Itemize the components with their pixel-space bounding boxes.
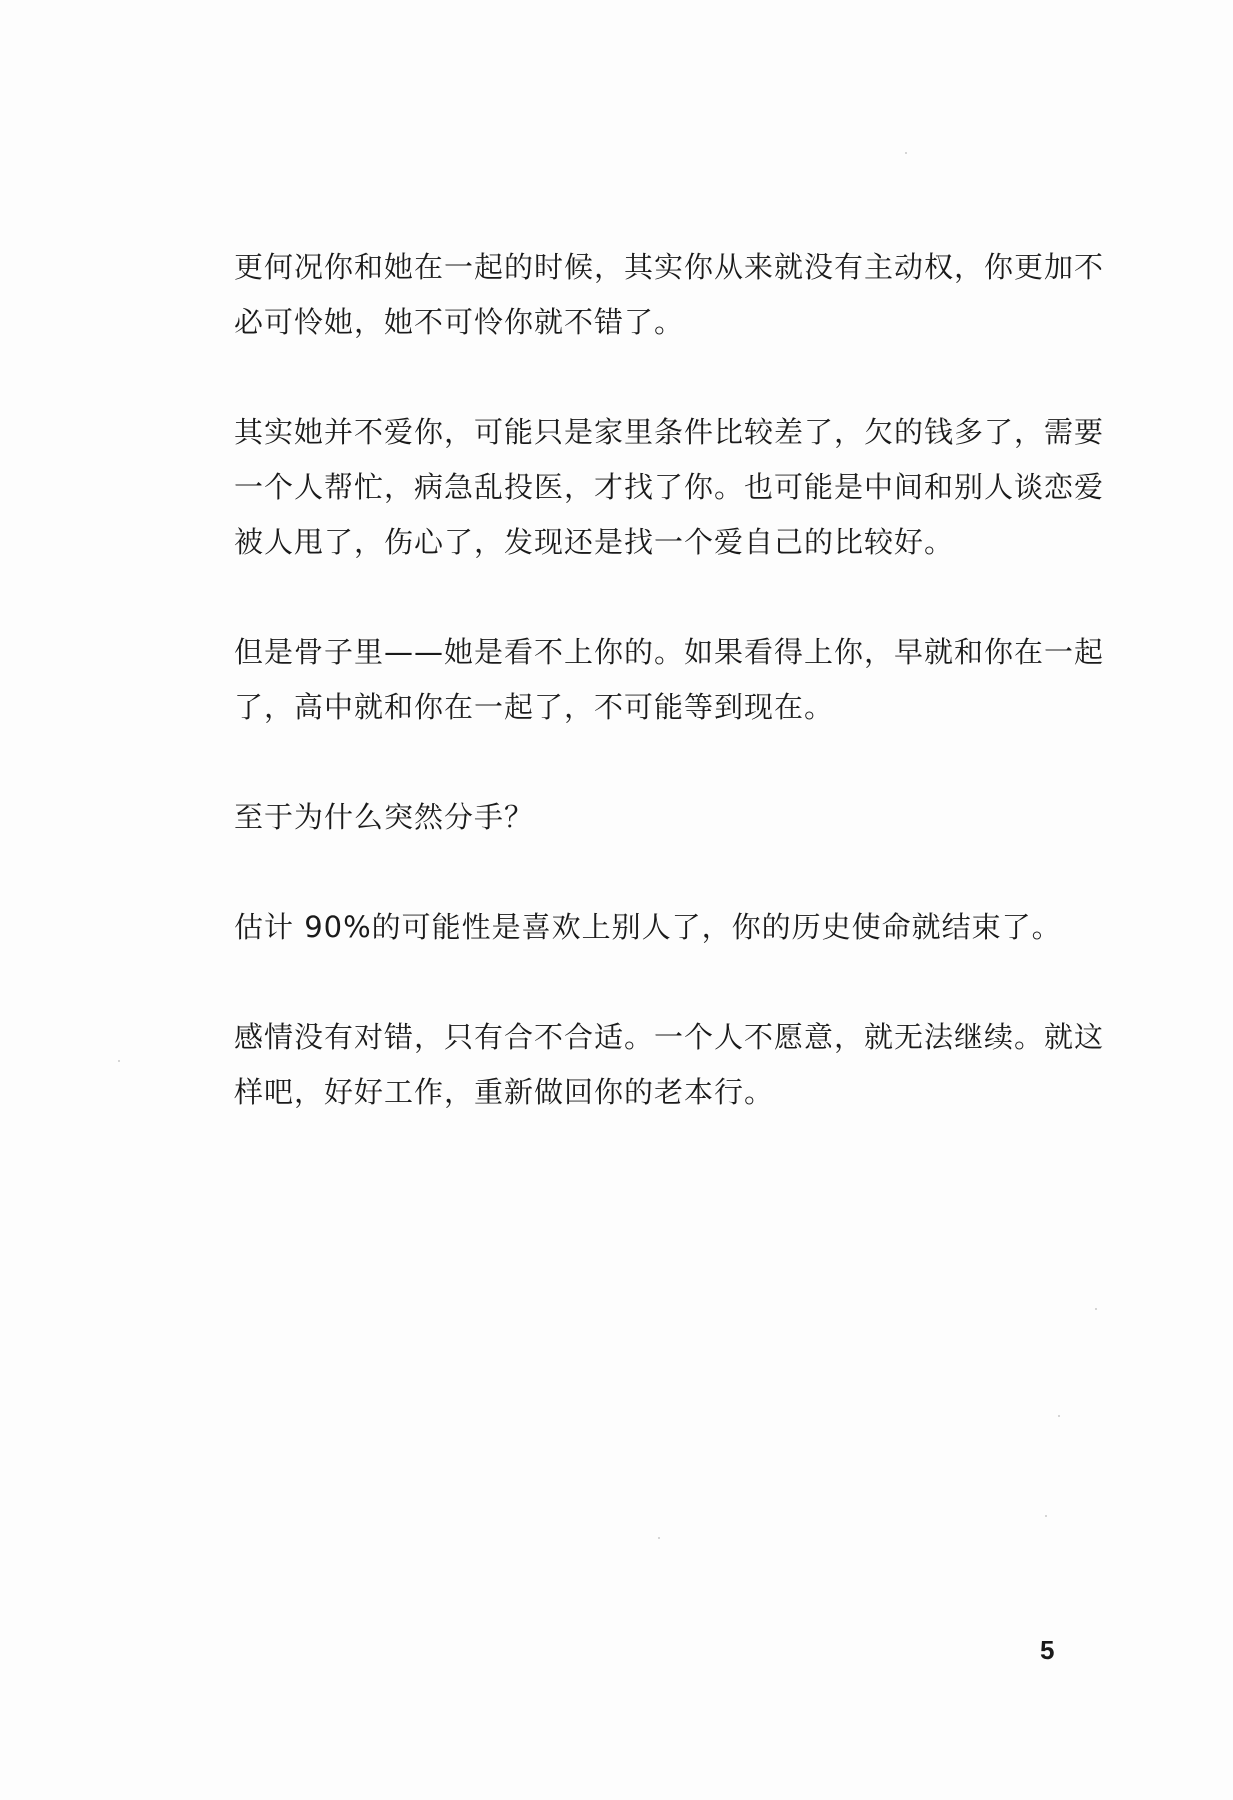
- paragraph-line: 必可怜她，她不可怜你就不错了。: [234, 305, 685, 339]
- paragraph-3: [234, 625, 1105, 735]
- paragraph-line: 感情没有对错，只有合不合适。一个人不愿意，就无法继续。就这: [234, 1020, 1105, 1054]
- paragraph-line: 更何况你和她在一起的时候，其实你从来就没有主动权，你更加不: [234, 250, 1105, 284]
- scan-speck: [658, 1537, 660, 1539]
- paragraph-2: [234, 405, 1105, 570]
- document-body: [234, 240, 1105, 1120]
- paragraph-5: [234, 900, 1064, 955]
- paragraph-4: [234, 790, 1064, 845]
- paragraph-line: 样吧，好好工作，重新做回你的老本行。: [234, 1075, 775, 1109]
- paragraph-line: 一个人帮忙，病急乱投医，才找了你。也可能是中间和别人谈恋爱: [234, 470, 1105, 504]
- paragraph-line: 估计 90%的可能性是喜欢上别人了，你的历史使命就结束了。: [234, 910, 1062, 944]
- scan-speck: [118, 1060, 120, 1062]
- paragraph-line: 被人甩了，伤心了，发现还是找一个爱自己的比较好。: [234, 525, 955, 559]
- paragraph-line: 但是骨子里——她是看不上你的。如果看得上你，早就和你在一起: [234, 635, 1105, 669]
- paragraph-line: 了，高中就和你在一起了，不可能等到现在。: [234, 690, 835, 724]
- scan-speck: [1045, 1515, 1047, 1517]
- scan-speck: [905, 152, 907, 154]
- scan-speck: [1058, 1415, 1060, 1417]
- paragraph-line: 其实她并不爱你，可能只是家里条件比较差了，欠的钱多了，需要: [234, 415, 1105, 449]
- page-number: 5: [1040, 1635, 1055, 1665]
- paragraph-1: [234, 240, 1105, 350]
- paragraph-6: [234, 1010, 1105, 1120]
- paragraph-line: 至于为什么突然分手？: [234, 800, 535, 834]
- scan-speck: [1095, 1308, 1097, 1310]
